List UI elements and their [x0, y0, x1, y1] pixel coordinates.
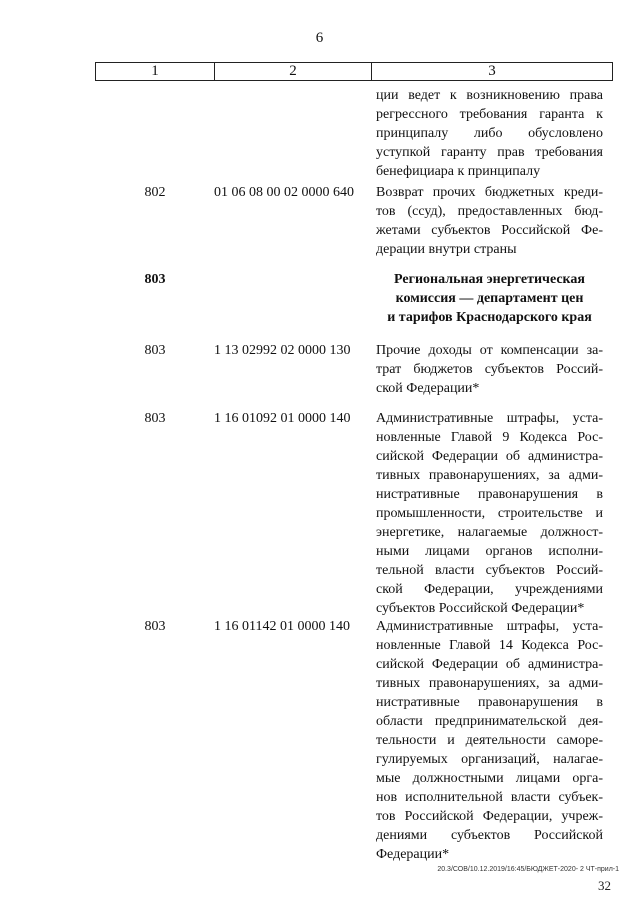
description-line: жетами субъектов Российской Фе-	[376, 223, 603, 238]
heading-line: Региональная энергетическая	[394, 272, 585, 287]
heading-line: и тарифов Краснодарского края	[387, 310, 592, 325]
description-line: тельной власти субъектов Россий-	[376, 563, 603, 578]
admin-code: 803	[144, 411, 166, 426]
description-line: тивных правонарушениях, за адми-	[376, 468, 603, 483]
description-line: уступкой гаранту прав требования	[376, 145, 603, 160]
description-line: тов (ссуд), предоставленных бюд-	[376, 204, 603, 219]
description-line: субъектов Российской Федерации*	[376, 601, 585, 616]
description-line: новленные Главой 9 Кодекса Рос-	[376, 430, 603, 445]
budget-class-code: 01 06 08 00 02 0000 640	[214, 185, 354, 200]
description-line: гулируемых организаций, налагае-	[376, 752, 603, 767]
description-line: нистративные правонарушения в	[376, 695, 603, 710]
header-col-3: 3	[372, 63, 613, 81]
header-col-1: 1	[96, 63, 215, 81]
section-heading	[376, 270, 603, 327]
description-line: ными лицами органов исполни-	[376, 544, 603, 559]
budget-class-code: 1 13 02992 02 0000 130	[214, 343, 351, 358]
header-col-2: 2	[215, 63, 372, 81]
description-line: Административные штрафы, уста-	[376, 411, 603, 426]
document-footer-code: 20.3/СОВ/10.12.2019/16:45/БЮДЖЕТ-2020- 2 ЧТ-прил-1	[437, 866, 619, 873]
row-description	[376, 617, 603, 864]
budget-class-code: 1 16 01142 01 0000 140	[214, 619, 350, 634]
row-description	[376, 183, 603, 259]
description-line: тивных правонарушениях, за адми-	[376, 676, 603, 691]
admin-code: 803	[144, 272, 166, 287]
page-number: 6	[315, 30, 324, 46]
description-line: сийской Федерации об администра-	[376, 449, 603, 464]
description-line: ской Федерации*	[376, 381, 480, 396]
admin-code: 803	[144, 343, 166, 358]
description-line: Прочие доходы от компенсации за-	[376, 343, 603, 358]
description-line: области предпринимательской дея-	[376, 714, 603, 729]
description-line: новленные Главой 14 Кодекса Рос-	[376, 638, 603, 653]
description-line: ции ведет к возникновению права	[376, 88, 603, 103]
description-line: нистративные правонарушения в	[376, 487, 603, 502]
column-header-table	[95, 62, 613, 81]
heading-line: комиссия — департамент цен	[395, 291, 584, 306]
description-line: нов исполнительной власти субъек-	[376, 790, 603, 805]
description-line: принципалу либо обусловлено	[376, 126, 603, 141]
description-line: бенефициара к принципалу	[376, 164, 541, 179]
description-line: тов Российской Федерации, учреж-	[376, 809, 603, 824]
description-line: дениями субъектов Российской	[376, 828, 603, 843]
description-line: тельности и деятельности саморе-	[376, 733, 603, 748]
row-description	[376, 86, 603, 181]
description-line: промышленности, строительстве и	[376, 506, 603, 521]
row-description	[376, 409, 603, 618]
description-line: регрессного требования гаранта к	[376, 107, 603, 122]
budget-class-code: 1 16 01092 01 0000 140	[214, 411, 351, 426]
admin-code: 803	[144, 619, 166, 634]
description-line: сийской Федерации об администра-	[376, 657, 603, 672]
description-line: Федерации*	[376, 847, 450, 862]
description-line: энергетике, налагаемые должност-	[376, 525, 603, 540]
admin-code: 802	[144, 185, 166, 200]
description-line: дерации внутри страны	[376, 242, 517, 257]
description-line: трат бюджетов субъектов Россий-	[376, 362, 603, 377]
footer-page-number: 32	[598, 878, 611, 893]
description-line: ской Федерации, учреждениями	[376, 582, 603, 597]
description-line: Административные штрафы, уста-	[376, 619, 603, 634]
description-line: Возврат прочих бюджетных креди-	[376, 185, 603, 200]
row-description	[376, 341, 603, 398]
description-line: мые должностными лицами орга-	[376, 771, 603, 786]
